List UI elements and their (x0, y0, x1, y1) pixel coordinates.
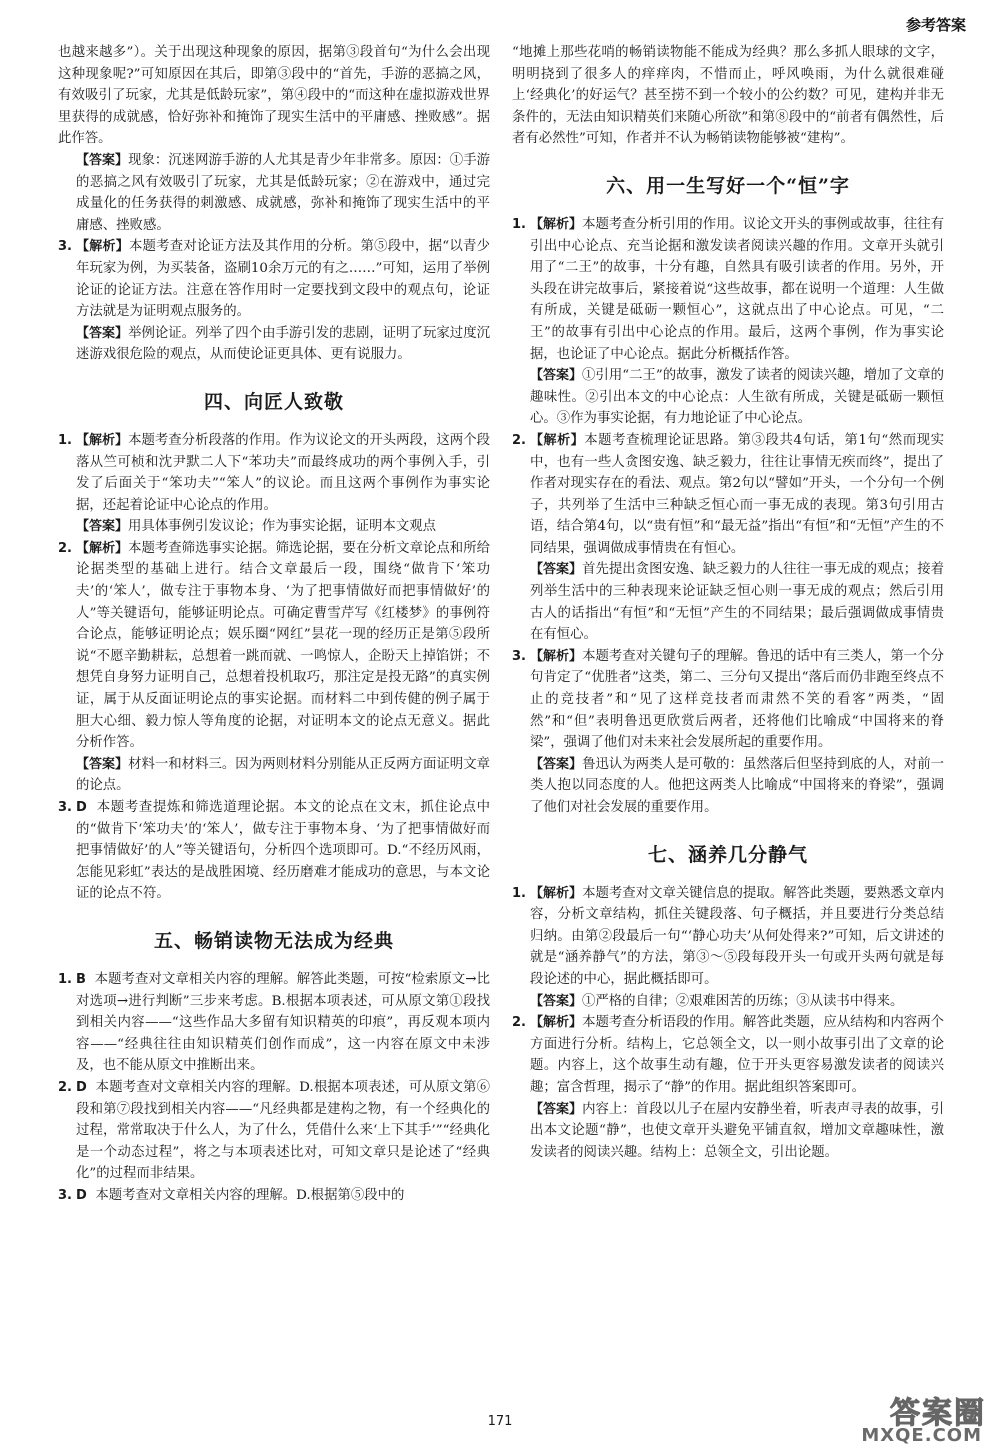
analysis-text: 本题考查分析引用的作用。议论文开头的事例或故事，往往有引出中心论点、充当论据和激发读者阅读兴趣的作用。文章开头就引用了“二王”的故事，十分有趣，自然具有吸引读者的作用。另外，开头段在讲完故事后，紧接着说“这些故事，都在说明一个道理：人生做有所成，关键是砥砺一颗恒心”，这就点出了中心论点。可见，“二王”的故事有引出中心论点的作用。最后，这两个事例，作为事实论据，也论证了中心论点。据此分析概括作答。 (530, 216, 944, 362)
question-item (512, 430, 944, 560)
question-item (58, 1077, 490, 1185)
question-item (512, 883, 944, 991)
answer-tag: 【答案】 (530, 993, 583, 1009)
question-number: 2. (58, 540, 72, 556)
question-item (512, 214, 944, 365)
analysis-text: 本题考查对文章相关内容的理解。D.根据本项表述，可从原文第⑥段和第⑦段找到相关内容——“凡经典都是建构之物，有一个经典化的过程，常常取决于什么人，为了什么，凭借什么来‘上下其手’”“经典化是一个动态过程”，将之与本项表述比对，可知文章只是论述了“经典化”的过程而非结果。 (76, 1079, 491, 1182)
answer-text: 用具体事例引发议论；作为事实论据，证明本文观点 (128, 519, 436, 535)
page-header-title: 参考答案 (905, 16, 966, 34)
answer-text: 举例论证。列举了四个由手游引发的悲剧，证明了玩家过度沉迷游戏很危险的观点，从而使论证更具体、更有说服力。 (76, 325, 490, 363)
answer-block (58, 150, 490, 236)
answer-text: 现象：沉迷网游手游的人尤其是青少年非常多。原因：①手游的恶搞之风有效吸引了玩家，尤其是低龄玩家；②在游戏中，通过完成量化的任务获得的刺激感、成就感，弥补和掩饰了现实生活中的平庸感、挫败感。 (76, 152, 490, 233)
answer-block (58, 516, 490, 538)
answer-tag: 【答案】 (530, 562, 583, 578)
question-item (58, 236, 490, 322)
choice-answer: D (76, 1079, 87, 1095)
section-title: 六、用一生写好一个“恒”字 (606, 174, 850, 197)
intro-paragraph: “地摊上那些花哨的畅销读物能不能成为经典？那么多抓人眼球的文字，明明挠到了很多人的痒痒肉，不惜而止，呼风唤雨，为什么就很难碰上‘经典化’的好运气？甚至捞不到一个较小的公约数？可见，建构并非无条件的，无法由知识精英们来随心所欲”和第⑧段中的“前者有偶然性，后者有必然性”可知，作者并不认为畅销读物能够被“建构”。 (512, 45, 944, 147)
question-item (512, 1012, 944, 1098)
question-number: 1. (58, 971, 72, 987)
watermark-logo (840, 1388, 988, 1446)
answer-tag: 【答案】 (76, 519, 129, 535)
analysis-tag: 【解析】 (530, 648, 583, 664)
question-item (58, 969, 490, 1077)
analysis-text: 本题考查分析段落的作用。作为议论文的开头两段，这两个段落从竺可桢和沈尹默二人下“苯功夫”而最终成功的两个事例入手，引发了后面关于“笨功夫”“笨人”的议论。而且这两个事例作为事实论据，还起着论证中心论点的作用。 (76, 432, 490, 513)
section-title: 七、涵养几分静气 (647, 843, 808, 866)
analysis-tag: 【解析】 (530, 1015, 583, 1031)
answer-text: 首先提出贪图安逸、缺乏毅力的人往往一事无成的观点；接着列举生活中的三种表现来论证缺乏恒心则一事无成的观点；然后引用古人的话指出“有恒”和“无恒”产生的不同结果；最后强调做成事情贵在有恒心。 (530, 562, 944, 643)
analysis-text: 本题考查对文章关键信息的提取。解答此类题，要熟悉文章内容，分析文章结构，抓住关键段落、句子概括，并且要进行分类总结归纳。由第②段最后一句“‘静心功夫’从何处得来?”可知，后文讲述的就是“涵养静气”的方法，第③～⑤段每段开头一句或开头两句就是每段论述的中心，据此概括即可。 (530, 885, 944, 987)
answer-text: 内容上：首段以儿子在屋内安静坐着，听表声寻表的故事，引出本文论题“静”，也使文章开头避免平铺直叙，增加文章趣味性，激发读者的阅读兴趣。结构上：总领全文，引出论题。 (530, 1101, 944, 1160)
watermark-site-text: MXQE.COM (861, 1425, 982, 1446)
question-item (58, 430, 490, 516)
answer-text: 鲁迅认为两类人是可敬的：虽然落后但坚持到底的人，对前一类人抱以同态度的人。他把这两类人比喻成“中国将来的脊梁”，强调了他们对社会发展的重要作用。 (530, 756, 944, 815)
answer-tag: 【答案】 (76, 325, 129, 341)
answer-block (512, 991, 944, 1013)
answer-tag: 【答案】 (530, 756, 583, 772)
section-title: 五、畅销读物无法成为经典 (153, 929, 394, 952)
analysis-tag: 【解析】 (530, 216, 583, 232)
answer-tag: 【答案】 (530, 368, 583, 384)
question-item (58, 797, 490, 905)
question-number: 1. (512, 885, 526, 901)
answer-block (512, 754, 944, 819)
question-number: 3. (58, 239, 72, 255)
answer-block (512, 1099, 944, 1164)
answer-block (512, 559, 944, 645)
analysis-text: 本题考查对关键句子的理解。鲁迅的话中有三类人，第一个分句肯定了“优胜者”这类，第二、三分句又提出“落后而仍非跑至终点不止的竞技者”和“见了这样竞技者而肃然不笑的看客”两类，“固然”和“但”表明鲁迅更欣赏后两者，还将他们比喻成“中国将来的脊梁”，强调了他们对未来社会发展所起的重要作用。 (530, 648, 944, 751)
answer-text: ①引用“二王”的故事，激发了读者的阅读兴趣，增加了文章的趣味性。②引出本文的中心论点：人生欲有所成，关键是砥砺一颗恒心。③作为事实论据，有力地论证了中心论点。 (530, 368, 944, 427)
question-number: 3. (512, 648, 526, 664)
choice-answer: B (76, 971, 86, 987)
analysis-text: 本题考查提炼和筛选道理论据。本文的论点在文末，抓住论点中的“做肯下‘笨功夫’的‘笨人’，做专注于事物本身、‘为了把事情做好而把事情做好’的人”等关键语句，分析四个选项即可。D.“不经历风雨，怎能见彩虹”表达的是战胜困境、经历磨难才能成功的意思，与本文论证的论点不符。 (76, 800, 491, 902)
analysis-tag: 【解析】 (76, 540, 129, 556)
analysis-text: 本题考查梳理论证思路。第③段共4句话，第1句“然而现实中，也有一些人贪图安逸、缺乏毅力，往往让事情无疾而终”，提出了作者对现实存在的看法、观点。第2句以“譬如”开头，一个分句一个例子，共列举了生活中三种缺乏恒心而一事无成的表现。第3句引用古语，结合第4句，以“贵有恒”和“最无益”指出“有恒”和“无恒”产生的不同结果，强调做成事情贵在有恒心。 (530, 432, 944, 556)
intro-paragraph: 也越来越多”）。关于出现这种现象的原因，据第③段首句“为什么会出现这种现象呢?”可知原因在其后，即第③段中的“首先，手游的恶搞之风，有效吸引了玩家，尤其是低龄玩家”，第④段中的“而这种在虚拟游戏世界里获得的成就感，恰好弥补和掩饰了现实生活中的平庸感、挫败感”。据此作答。 (58, 45, 490, 147)
analysis-tag: 【解析】 (76, 239, 129, 255)
analysis-tag: 【解析】 (76, 432, 129, 448)
right-column (512, 42, 944, 1163)
choice-answer: D (76, 800, 87, 815)
analysis-text: 本题考查对文章相关内容的理解。解答此类题，可按“检索原文→比对选项→进行判断”三步来考虑。B.根据本项表述，可从原文第①段找到相关内容——“这些作品大多留有知识精英的印痕”，再反观本项内容——“经典往往由知识精英们创作而成”，这一内容在原文中未涉及，也不能从原文中推断出来。 (76, 971, 490, 1074)
answer-block (512, 365, 944, 430)
question-number: 2. (512, 1015, 526, 1031)
analysis-tag: 【解析】 (530, 432, 585, 448)
answer-tag: 【答案】 (76, 756, 129, 772)
answer-text: 材料一和材料三。因为两则材料分别能从正反两方面证明文章的论点。 (76, 756, 490, 794)
page-number: 171 (487, 1414, 513, 1429)
question-number: 1. (512, 216, 526, 232)
question-number: 3. (58, 1187, 72, 1203)
answer-block (58, 754, 490, 797)
question-item (512, 646, 944, 754)
question-number: 1. (58, 432, 72, 448)
section-title: 四、向匠人致敬 (203, 390, 344, 413)
analysis-text: 本题考查筛选事实论据。筛选论据，要在分析文章论点和所给论据类型的基础上进行。结合文章最后一段，围绕“做肯下‘笨功夫’的‘笨人’，做专注于事物本身、‘为了把事情做好而把事情做好’的人”等关键语句，能够证明论点。可确定曹雪芹写《红楼梦》的事例符合论点，能够证明论点；娱乐圈“网红”昙花一现的经历正是第⑤段所说“不愿辛勤耕耘，总想着一跳而就、一鸣惊人，企盼天上掉馅饼；不想凭自身努力证明自己，总想着投机取巧，那注定是投无路”的真实例证，属于从反面证明论点的事实论据。而材料二中到传健的例子属于胆大心细、毅力惊人等角度的论据，对证明本文的论点无意义。据此分析作答。 (76, 540, 490, 751)
analysis-text: 本题考查对论证方法及其作用的分析。第⑤段中，据“以青少年玩家为例，为买装备，盗刷10余万元的有之……”可知，运用了举例论证的论证方法。注意在答作用时一定要找到文段中的观点句，论证方法就是为证明观点服务的。 (76, 239, 490, 320)
answer-tag: 【答案】 (76, 152, 129, 168)
analysis-tag: 【解析】 (530, 885, 583, 901)
question-item (58, 1185, 490, 1207)
answer-tag: 【答案】 (530, 1101, 583, 1117)
question-number: 2. (58, 1079, 72, 1095)
analysis-text: 本题考查对文章相关内容的理解。D.根据第⑤段中的 (95, 1187, 405, 1203)
answer-block (58, 323, 490, 366)
analysis-text: 本题考查分析语段的作用。解答此类题，应从结构和内容两个方面进行分析。结构上，它总领全文，以一则小故事引出了文章的论题。内容上，这个故事生动有趣，位于开头更容易激发读者的阅读兴趣；富含哲理，揭示了“静”的作用。据此组织答案即可。 (530, 1015, 944, 1095)
watermark-logo-text: 答案圈 (890, 1396, 986, 1431)
question-item (58, 538, 490, 754)
choice-answer: D (76, 1187, 87, 1203)
question-number: 2. (512, 432, 526, 448)
answer-text: ①严格的自律；②艰难困苦的历练；③从读书中得来。 (582, 993, 904, 1009)
left-column (58, 42, 490, 1207)
question-number: 3. (58, 800, 72, 815)
